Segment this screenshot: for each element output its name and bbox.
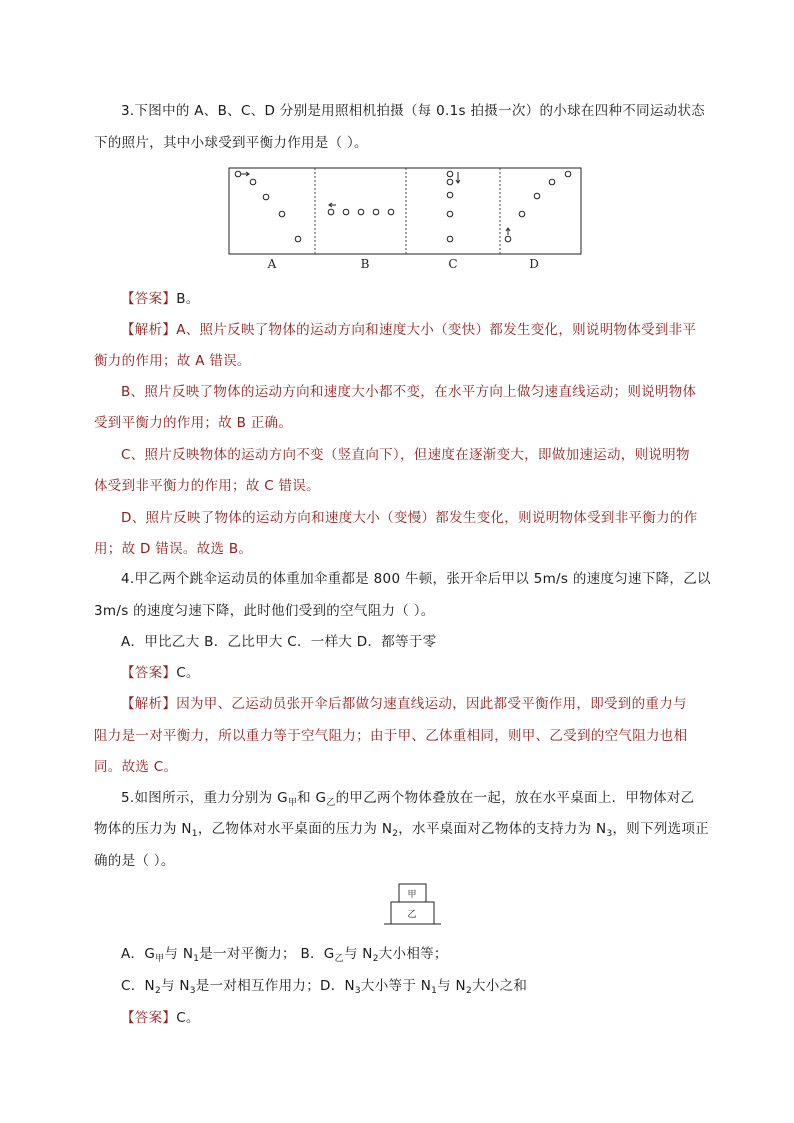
answer-tag: 【答案】 [121,665,177,681]
q4-stem-line2: 3m/s 的速度匀速下降，此时他们受到的空气阻力（ ）。 [94,603,435,619]
q3-analysis-a1: 【解析】A、照片反映了物体的运动方向和速度大小（变快）都发生变化，则说明物体受到非平 [121,322,697,338]
answer-tag: 【答案】 [121,291,177,307]
q5-stem-line1: 5.如图所示，重力分别为 $G_甲$和 $G_乙$的甲乙两个物体叠放在一起，放在水平桌面上．甲物体对乙 [121,790,695,808]
panel-d-balls [505,171,571,242]
label-a: A [267,257,277,271]
q3-figure [0,160,794,280]
block-yi-label: 乙 [407,910,417,920]
q4-analysis-a2: 阻力是一对平衡力，所以重力等于空气阻力；由于甲、乙体重相同，则甲、乙受到的空气阻力也相 [94,728,688,744]
answer-value: B。 [176,291,200,307]
q3-stem-line1: 3.下图中的 A、B、C、D 分别是用照相机拍摄（每 0.1s 拍摄一次）的小球在四种不同运动状态 [121,103,706,119]
q4-options: A．甲比乙大 B．乙比甲大 C．一样大 D．都等于零 [121,634,437,650]
q4-answer [121,663,200,683]
panel-a-arrow-icon [241,172,249,176]
q5-options-cd: C．$N_2$与 $N_3$是一对相互作用力；D．$N_3$大小等于 $N_1$与 $N_2$大小之和 [121,978,528,996]
panel-c-arrow-icon [456,172,460,183]
q3-analysis-b1: B、照片反映了物体的运动方向和速度大小都不变，在水平方向上做匀速直线运动；则说明物体 [121,384,697,400]
q3-answer [121,289,200,309]
analysis-tag: 【解析】 [121,696,177,712]
analysis-tag: 【解析】 [121,322,177,338]
q5-figure [0,876,794,936]
answer-value: C。 [176,1010,200,1026]
q4-analysis-a3: 同。故选 C。 [94,759,178,775]
q3-analysis-a2: 衡力的作用；故 A 错误。 [94,353,251,369]
q3-analysis-d1: D、照片反映了物体的运动方向和速度大小（变慢）都发生变化，则说明物体受到非平衡力的作 [121,510,698,526]
q3-analysis-d2: 用；故 D 错误。故选 B。 [94,541,253,557]
q4-analysis-a1: 【解析】因为甲、乙运动员张开伞后都做匀速直线运动，因此都受平衡作用，即受到的重力与 [121,696,687,712]
panel-b-arrow-icon [329,203,336,207]
q3-analysis-c2: 体受到非平衡力的作用；故 C 错误。 [94,478,320,494]
q3-analysis-c1: C、照片反映物体的运动方向不变（竖直向下），但速度在逐渐变大，即做加速运动，则说明物 [121,447,690,463]
q5-stem-line3: 确的是（ ）。 [94,853,175,869]
answer-tag: 【答案】 [121,1010,177,1026]
panel-b-balls [328,209,394,215]
q3-stem-line2: 下的照片，其中小球受到平衡力作用是（ ）。 [94,135,368,151]
label-b: B [360,257,370,271]
q5-answer [121,1008,200,1028]
q4-stem-line1: 4.甲乙两个跳伞运动员的体重加伞重都是 800 牛顿，张开伞后甲以 5m/s 的速度匀速下降，乙以 [121,571,711,587]
block-jia-label: 甲 [407,890,417,900]
label-d: D [529,257,539,271]
q5-stem-line2: 物体的压力为 $N_1$，乙物体对水平桌面的压力为 $N_2$，水平桌面对乙物体的支持力为 $N_3$，则下列选项正 [94,821,710,839]
label-c: C [448,257,458,271]
panel-d-arrow-icon [506,228,510,235]
q5-options-ab: A．$G_甲$与 $N_1$是一对平衡力； B．$G_乙$与 $N_2$大小相等； [121,946,448,964]
q3-analysis-b2: 受到平衡力的作用；故 B 正确。 [94,415,293,431]
answer-value: C。 [176,665,200,681]
panel-c-balls [447,171,453,242]
panel-a-balls [235,171,301,242]
